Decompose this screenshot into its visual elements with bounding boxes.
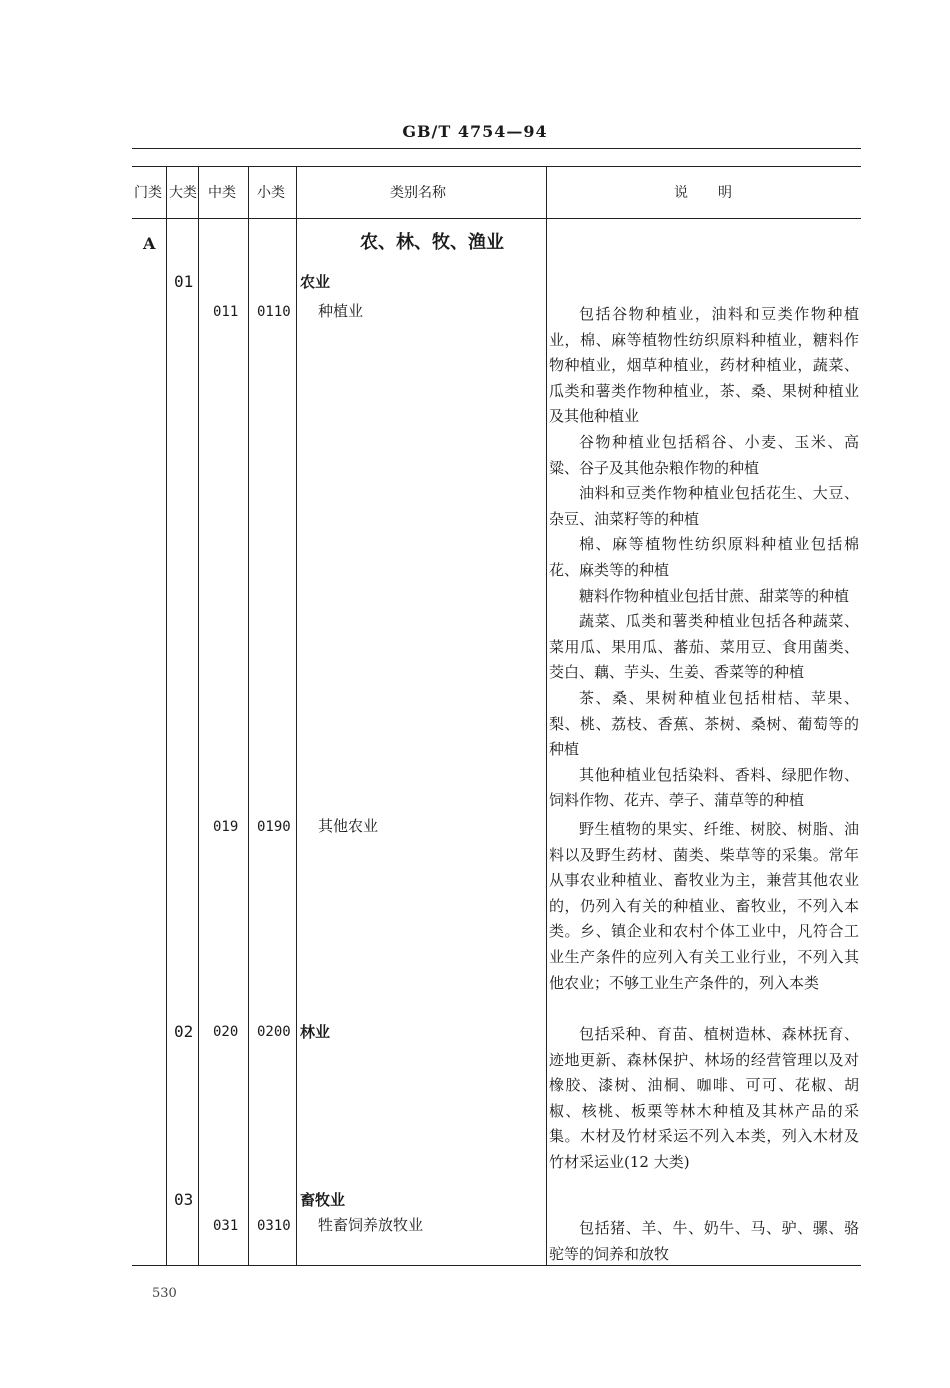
- description-paragraph: 油料和豆类作物种植业包括花生、大豆、杂豆、油菜籽等的种植: [549, 484, 859, 528]
- col-header-medium: 中类: [208, 185, 236, 201]
- medium-code: 031: [213, 1218, 239, 1234]
- category-name: 其他农业: [318, 817, 379, 835]
- category-name: 林业: [300, 1023, 331, 1041]
- minor-code: 0310: [257, 1218, 291, 1234]
- category-name: 种植业: [318, 302, 364, 320]
- description-paragraph: 其他种植业包括染料、香料、绿肥作物、饲料作物、花卉、荸子、蒲草等的种植: [549, 765, 859, 810]
- description-paragraph: 棉、麻等植物性纺织原料种植业包括棉花、麻类等的种植: [549, 535, 859, 579]
- description-paragraph: 包括谷物种植业，油料和豆类作物种植业，棉、麻等植物性纺织原料种植业，糖料作物种植业，烟草种植业，药材种植业，蔬菜、瓜类和薯类作物种植业，茶、桑、果树种植业及其他种植业: [549, 305, 859, 426]
- col-header-minor: 小类: [257, 185, 285, 201]
- standard-header: GB/T 4754—94: [402, 122, 548, 141]
- header-rule-bottom: [132, 218, 861, 219]
- major-code: 03: [174, 1190, 194, 1209]
- door-name: 农、林、牧、渔业: [360, 232, 504, 253]
- minor-code: 0110: [257, 304, 291, 320]
- description-019: [549, 817, 859, 996]
- description-011: [549, 302, 859, 814]
- major-code: 02: [174, 1022, 194, 1041]
- category-name: 牲畜饲养放牧业: [318, 1216, 424, 1234]
- minor-code: 0200: [257, 1024, 291, 1040]
- description-paragraph: 蔬菜、瓜类和薯类种植业包括各种蔬菜、菜用瓜、果用瓜、蕃茄、菜用豆、食用菌类、茭白、藕、芋头、生姜、香菜等的种植: [549, 612, 859, 682]
- description-paragraph: 谷物种植业包括稻谷、小麦、玉米、高粱、谷子及其他杂粮作物的种植: [549, 432, 859, 477]
- page-number: 530: [152, 1286, 177, 1301]
- description-paragraph: 野生植物的果实、纤维、树胶、树脂、油料以及野生药材、菌类、柴草等的采集。常年从事农业种植业、畜牧业为主，兼营其他农业的，仍列入有关的种植业、畜牧业，不列入本类。乡、镇企业和农村个体工业中，凡符合工业生产条件的应列入有关工业行业，不列入其他农业；不够工业生产条件的，列入本类: [549, 820, 859, 992]
- door-code: A: [143, 234, 156, 253]
- column-divider: [546, 166, 547, 1265]
- col-header-major: 大类: [169, 185, 197, 201]
- column-divider: [198, 166, 199, 1265]
- column-divider: [166, 166, 167, 1265]
- top-rule: [132, 148, 861, 149]
- description-paragraph: 包括采种、育苗、植树造林、森林抚育、迹地更新、森林保护、林场的经营管理以及对橡胶、漆树、油桐、咖啡、可可、花椒、胡椒、核桃、板栗等林木种植及其林产品的采集。木材及竹材采运不列入本类，列入木材及竹材采运业(12 大类): [549, 1025, 859, 1171]
- description-paragraph: 茶、桑、果树种植业包括柑桔、苹果、梨、桃、荔枝、香蕉、茶树、桑树、葡萄等的种植: [549, 688, 859, 759]
- category-name: 畜牧业: [300, 1191, 346, 1209]
- description-031: [549, 1216, 859, 1267]
- medium-code: 019: [213, 819, 239, 835]
- major-code: 01: [174, 272, 194, 291]
- description-020: [549, 1022, 859, 1176]
- header-rule-top: [132, 166, 861, 167]
- col-header-name: 类别名称: [390, 185, 446, 201]
- column-divider: [296, 166, 297, 1265]
- minor-code: 0190: [257, 819, 291, 835]
- description-paragraph: 糖料作物种植业包括甘蔗、甜菜等的种植: [579, 586, 850, 605]
- medium-code: 011: [213, 304, 239, 320]
- col-header-desc: 说 明: [674, 185, 740, 201]
- category-name: 农业: [300, 273, 331, 291]
- description-paragraph: 包括猪、羊、牛、奶牛、马、驴、骡、骆驼等的饲养和放牧: [549, 1219, 859, 1263]
- column-divider: [248, 166, 249, 1265]
- col-header-door: 门类: [134, 185, 162, 201]
- medium-code: 020: [213, 1024, 239, 1040]
